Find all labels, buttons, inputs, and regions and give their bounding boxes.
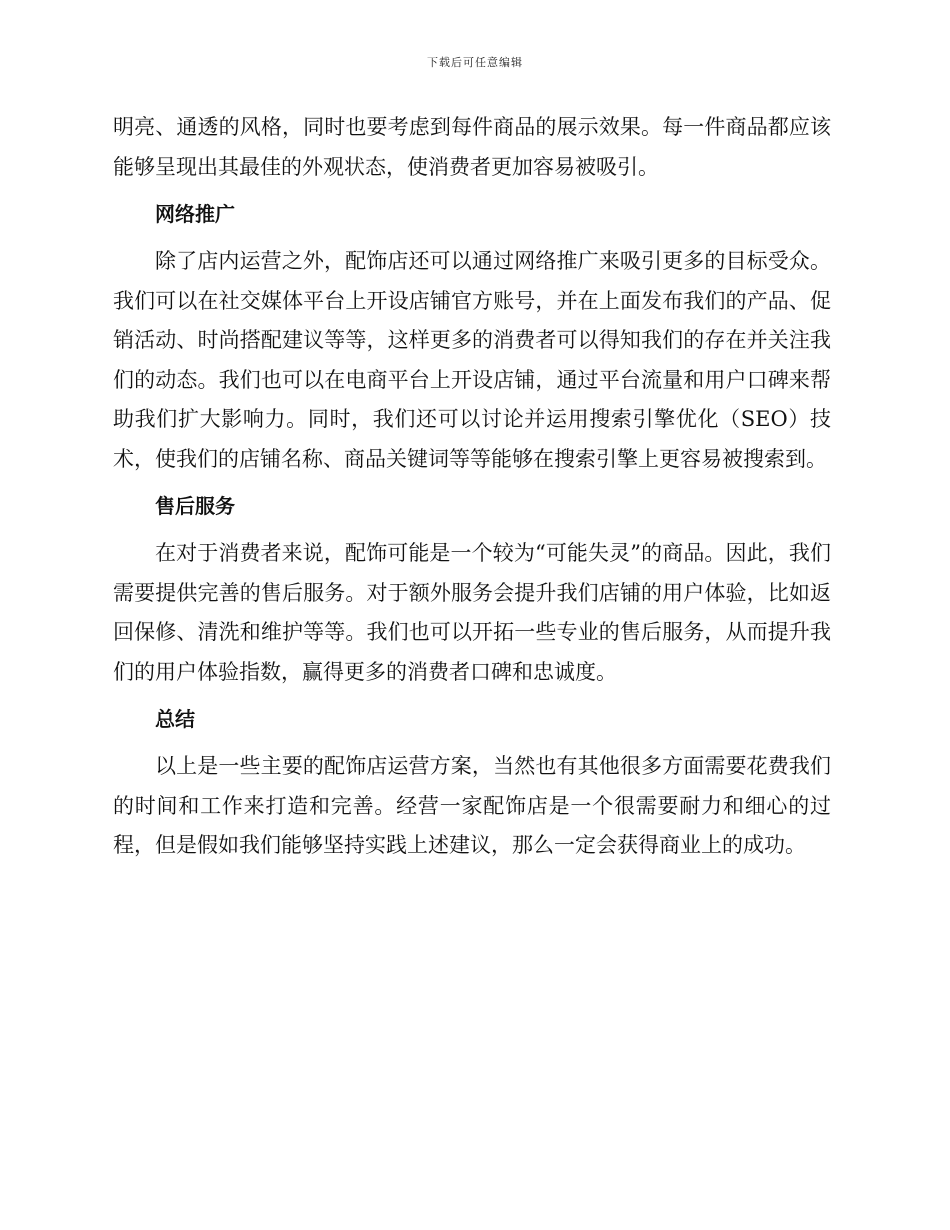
section-paragraph-after-sales: 在对于消费者来说，配饰可能是一个较为“可能失灵”的商品。因此，我们需要提供完善的售后服务。对于额外服务会提升我们店铺的用户体验，比如返回保修、清洗和维护等等。我们也可以开拓一些专业的售后服务，从而提升我们的用户体验指数，赢得更多的消费者口碑和忠诚度。 [113,541,831,684]
section-paragraph-online-promotion: 除了店内运营之外，配饰店还可以通过网络推广来吸引更多的目标受众。我们可以在社交媒体平台上开设店铺官方账号，并在上面发布我们的产品、促销活动、时尚搭配建议等等，这样更多的消费者可以得知我们的存在并关注我们的动态。我们也可以在电商平台上开设店铺，通过平台流量和用户口碑来帮助我们扩大影响力。同时，我们还可以讨论并运用搜索引擎优化（SEO）技术，使我们的店铺名称、商品关键词等等能够在搜索引擎上更容易被搜索到。 [113,249,831,471]
header-note: 下载后可任意编辑 [427,56,523,69]
document-body [113,108,831,866]
section-heading-after-sales: 售后服务 [155,494,235,518]
section-heading-summary: 总结 [155,707,195,731]
intro-paragraph: 明亮、通透的风格，同时也要考虑到每件商品的展示效果。每一件商品都应该能够呈现出其最佳的外观状态，使消费者更加容易被吸引。 [113,115,831,179]
section-summary [113,700,831,866]
section-online-promotion [113,195,831,479]
section-paragraph-summary: 以上是一些主要的配饰店运营方案，当然也有其他很多方面需要花费我们的时间和工作来打造和完善。经营一家配饰店是一个很需要耐力和细心的过程，但是假如我们能够坚持实践上述建议，那么一定会获得商业上的成功。 [113,754,831,857]
section-after-sales [113,487,831,692]
section-heading-online-promotion: 网络推广 [155,202,235,226]
